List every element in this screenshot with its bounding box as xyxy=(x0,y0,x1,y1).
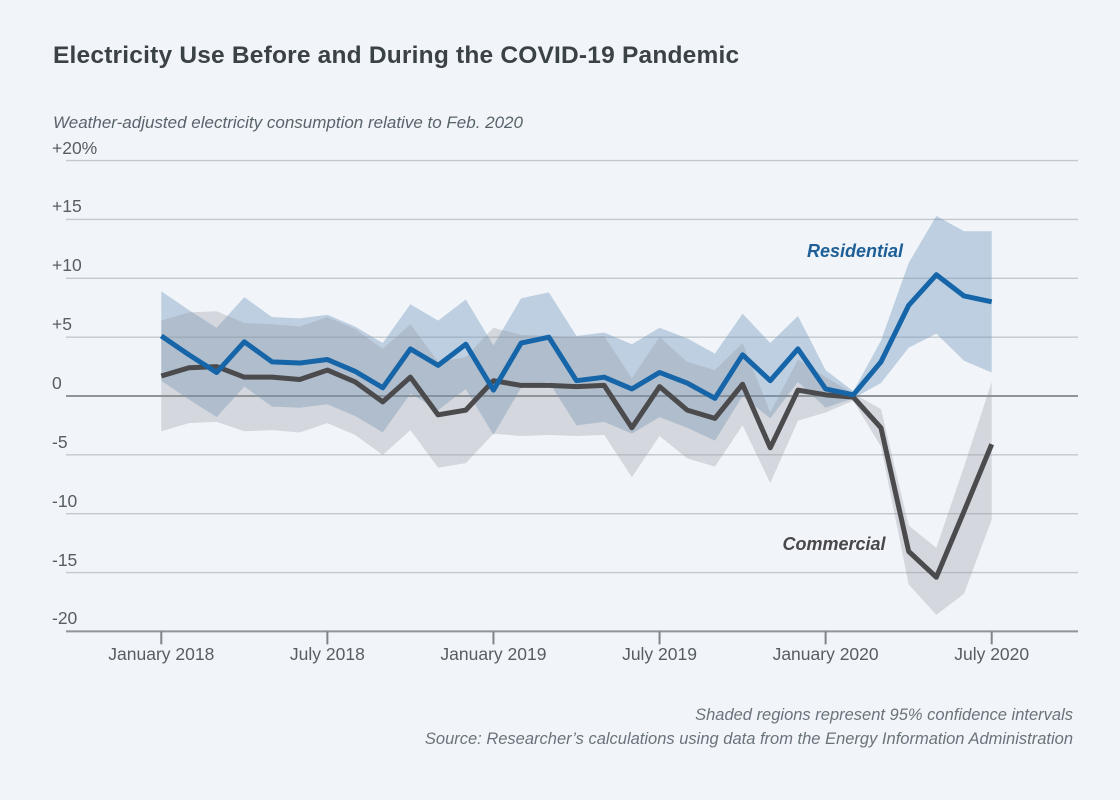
y-tick-label: +10 xyxy=(52,255,82,276)
y-tick-label: -15 xyxy=(52,549,78,570)
y-tick-label: +5 xyxy=(52,314,72,335)
y-tick-label: 0 xyxy=(52,373,62,393)
y-tick-label: +20% xyxy=(52,137,98,158)
x-tick-label: January 2018 xyxy=(108,644,215,664)
x-tick-label: July 2018 xyxy=(289,644,365,664)
series-label-commercial: Commercial xyxy=(782,534,886,554)
chart-title: Electricity Use Before and During the COVID-19 Pandemic xyxy=(53,42,740,69)
footnote-source: Source: Researcher’s calculations using data from the Energy Information Administration xyxy=(424,729,1073,748)
chart-canvas xyxy=(66,148,1078,648)
x-tick-label: July 2020 xyxy=(954,644,1030,664)
commercial-confidence-band xyxy=(161,311,991,615)
x-tick-label: January 2019 xyxy=(440,644,547,664)
series-label-residential: Residential xyxy=(806,241,904,261)
y-tick-label: -5 xyxy=(52,431,68,452)
footnotes xyxy=(300,704,1073,751)
x-tick-label: July 2019 xyxy=(622,644,697,664)
y-tick-label: +15 xyxy=(52,196,82,217)
x-tick-label: January 2020 xyxy=(772,644,879,664)
footnote-confidence-intervals: Shaded regions represent 95% confidence intervals xyxy=(695,706,1073,724)
y-tick-label: -20 xyxy=(52,608,78,629)
chart-subtitle: Weather-adjusted electricity consumption relative to Feb. 2020 xyxy=(53,113,523,132)
y-tick-label: -10 xyxy=(52,490,78,511)
